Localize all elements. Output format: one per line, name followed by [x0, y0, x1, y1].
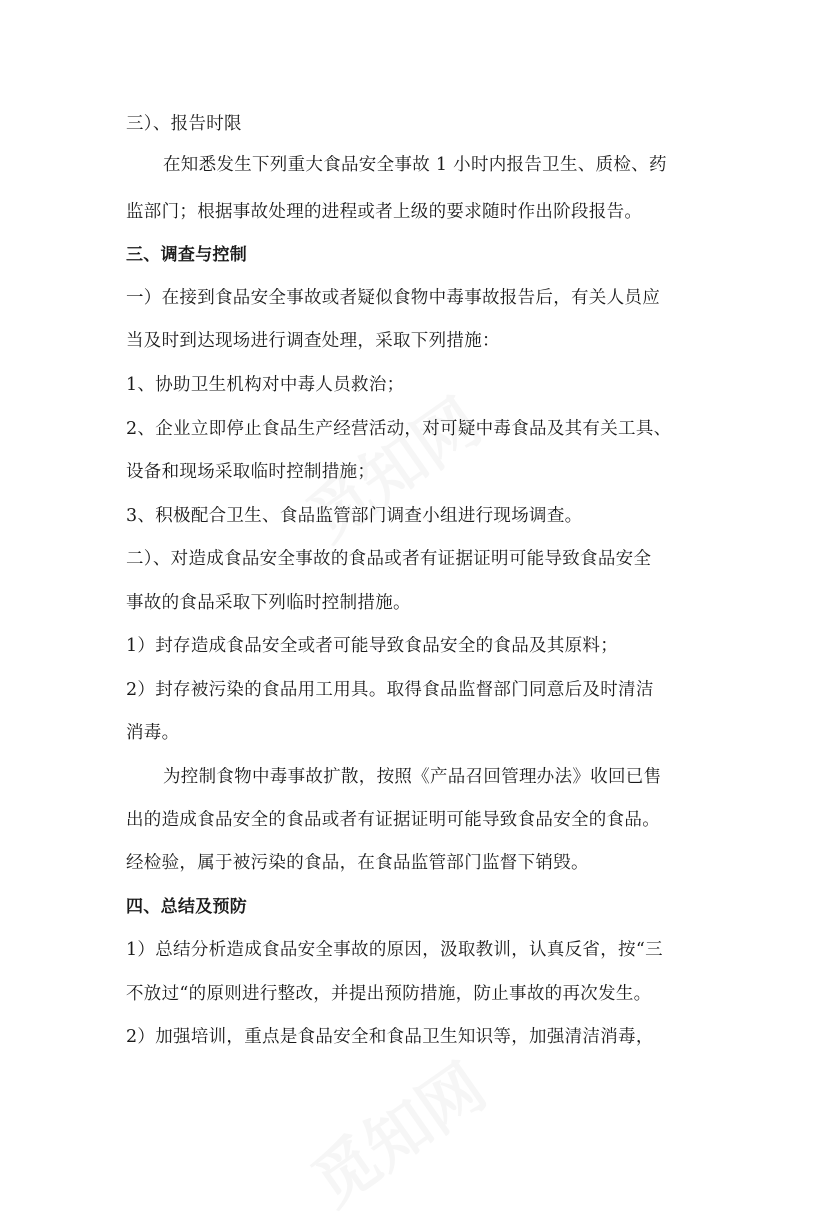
list-item: 3、积极配合卫生、食品监管部门调查小组进行现场调查。: [126, 506, 583, 526]
paragraph-line: 当及时到达现场进行调查处理，采取下列措施：: [126, 331, 500, 351]
list-item: 2、企业立即停止食品生产经营活动，对可疑中毒食品及其有关工具、: [126, 419, 672, 439]
paragraph-line: 二）、对造成食品安全事故的食品或者有证据证明可能导致食品安全: [126, 549, 652, 569]
paragraph-line: 出的造成食品安全的食品或者有证据证明可能导致食品安全的食品。: [126, 810, 660, 830]
paragraph-line: 一）在接到食品安全事故或者疑似食物中毒事故报告后，有关人员应: [126, 288, 660, 308]
paragraph-line: 设备和现场采取临时控制措施；: [126, 462, 376, 482]
subsection-heading: 三）、报告时限: [126, 114, 242, 134]
list-item: 2）封存被污染的食品用工用具。取得食品监督部门同意后及时清洁: [126, 680, 654, 700]
list-item: 1）封存造成食品安全或者可能导致食品安全的食品及其原料；: [126, 636, 619, 656]
section-heading: 四、总结及预防: [126, 897, 248, 917]
list-item: 1、协助卫生机构对中毒人员救治；: [126, 375, 405, 395]
paragraph-line: 经检验，属于被污染的食品，在食品监管部门监督下销毁。: [126, 853, 589, 873]
paragraph-line: 事故的食品采取下列临时控制措施。: [126, 593, 411, 613]
paragraph-line: 不放过“的原则进行整改，并提出预防措施，防止事故的再次发生。: [126, 984, 652, 1004]
list-item: 1）总结分析造成食品安全事故的原因，汲取教训，认真反省，按“三: [126, 940, 663, 960]
list-item: 2）加强培训，重点是食品安全和食品卫生知识等，加强清洁消毒，: [126, 1027, 654, 1047]
paragraph-line: 监部门；根据事故处理的进程或者上级的要求随时作出阶段报告。: [126, 202, 643, 222]
section-heading: 三、调查与控制: [126, 245, 248, 265]
watermark: [291, 1038, 501, 1223]
paragraph-line: 在知悉发生下列重大食品安全事故 1 小时内报告卫生、质检、药: [163, 155, 667, 175]
paragraph-line: 为控制食物中毒事故扩散，按照《产品召回管理办法》收回已售: [163, 767, 662, 787]
paragraph-line: 消毒。: [126, 723, 180, 743]
